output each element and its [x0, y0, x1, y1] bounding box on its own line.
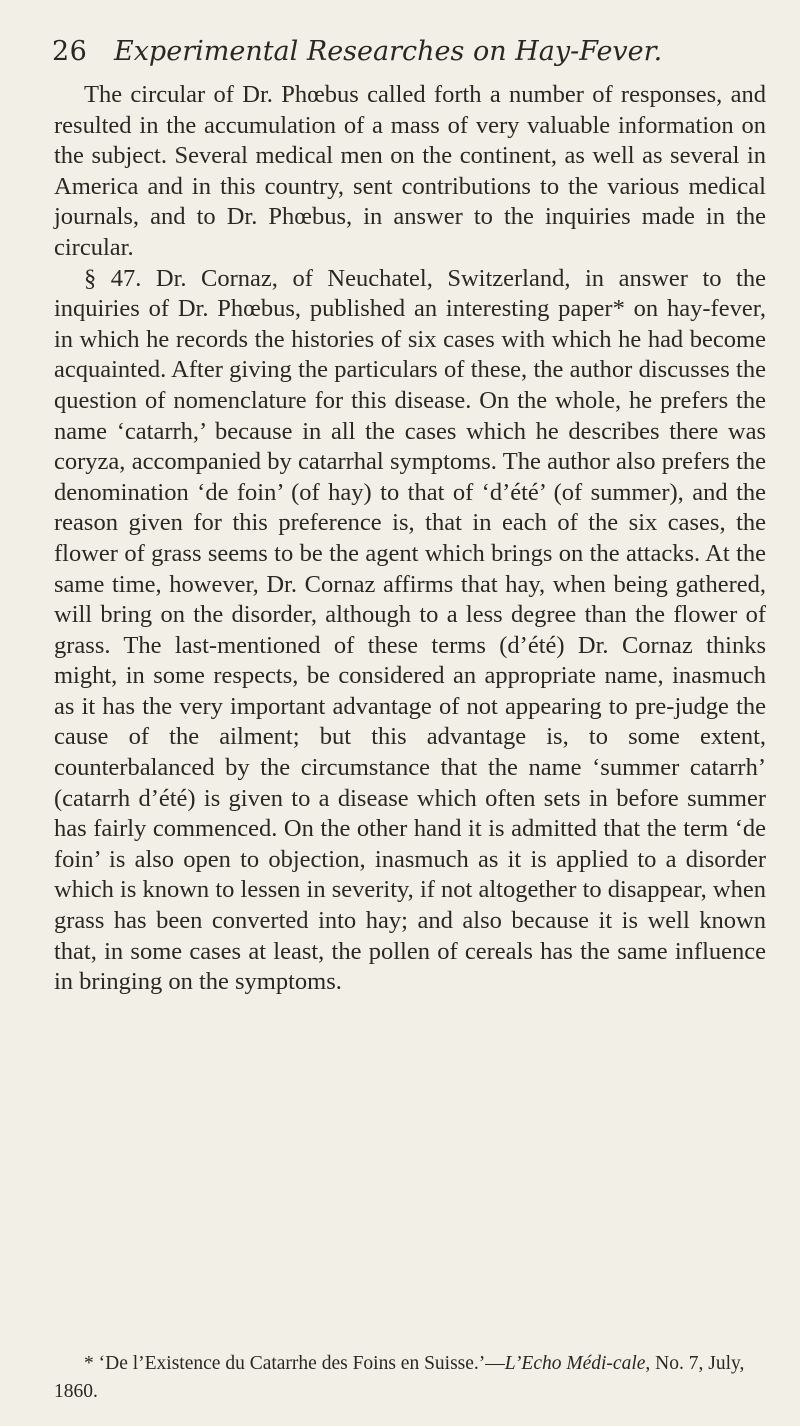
- body-text: [54, 80, 766, 998]
- page-number: 26: [52, 36, 88, 67]
- page-header: [52, 30, 772, 76]
- footnote-text: * ‘De l’Existence du Catarrhe des Foins en Suisse.’—: [84, 1353, 505, 1374]
- paragraph-section-47: § 47. Dr. Cornaz, of Neuchatel, Switzerland, in answer to the inquiries of Dr. Phœbus, published an interesting paper* on hay-fever, in which he records the histories of six cases with which he had become acquainted. After giving the particulars of these, the author discusses the question of nomenclature for this disease. On the whole, he prefers the name ‘catarrh,’ because in all the cases which he describes there was coryza, accompanied by catarrhal symptoms. The author also prefers the denomination ‘de foin’ (of hay) to that of ‘d’été’ (of summer), and the reason given for this preference is, that in each of the six cases, the flower of grass seems to be the agent which brings on the attacks. At the same time, however, Dr. Cornaz affirms that hay, when being gathered, will bring on the disorder, although to a less degree than the flower of grass. The last-mentioned of these terms (d’été) Dr. Cornaz thinks might, in some respects, be considered an appropriate name, inasmuch as it has the very important advantage of not appearing to pre-judge the cause of the ailment; but this advantage is, to some extent, counterbalanced by the circumstance that the name ‘summer catarrh’ (catarrh d’été) is given to a disease which often sets in before summer has fairly commenced. On the other hand it is admitted that the term ‘de foin’ is also open to objection, inasmuch as it is applied to a disorder which is known to lessen in severity, if not altogether to disappear, when grass has been converted into hay; and also because it is well known that, in some cases at least, the pollen of cereals has the same influence in bringing on the symptoms.: [54, 264, 766, 996]
- footnote-source: L’Echo Médi-cale: [504, 1353, 646, 1374]
- paragraph-intro: The circular of Dr. Phœbus called forth a number of responses, and resulted in the accumulation of a mass of very valuable information on the subject. Several medical men on the continent, as well as several in America and in this country, sent contributions to the various medical journals, and to Dr. Phœbus, in answer to the inquiries made in the circular.: [54, 81, 766, 261]
- footnote-tail: , No. 7, July, 1860.: [54, 1353, 745, 1402]
- footnote: [54, 1350, 766, 1406]
- running-title: Experimental Researches on Hay-Fever.: [114, 36, 663, 67]
